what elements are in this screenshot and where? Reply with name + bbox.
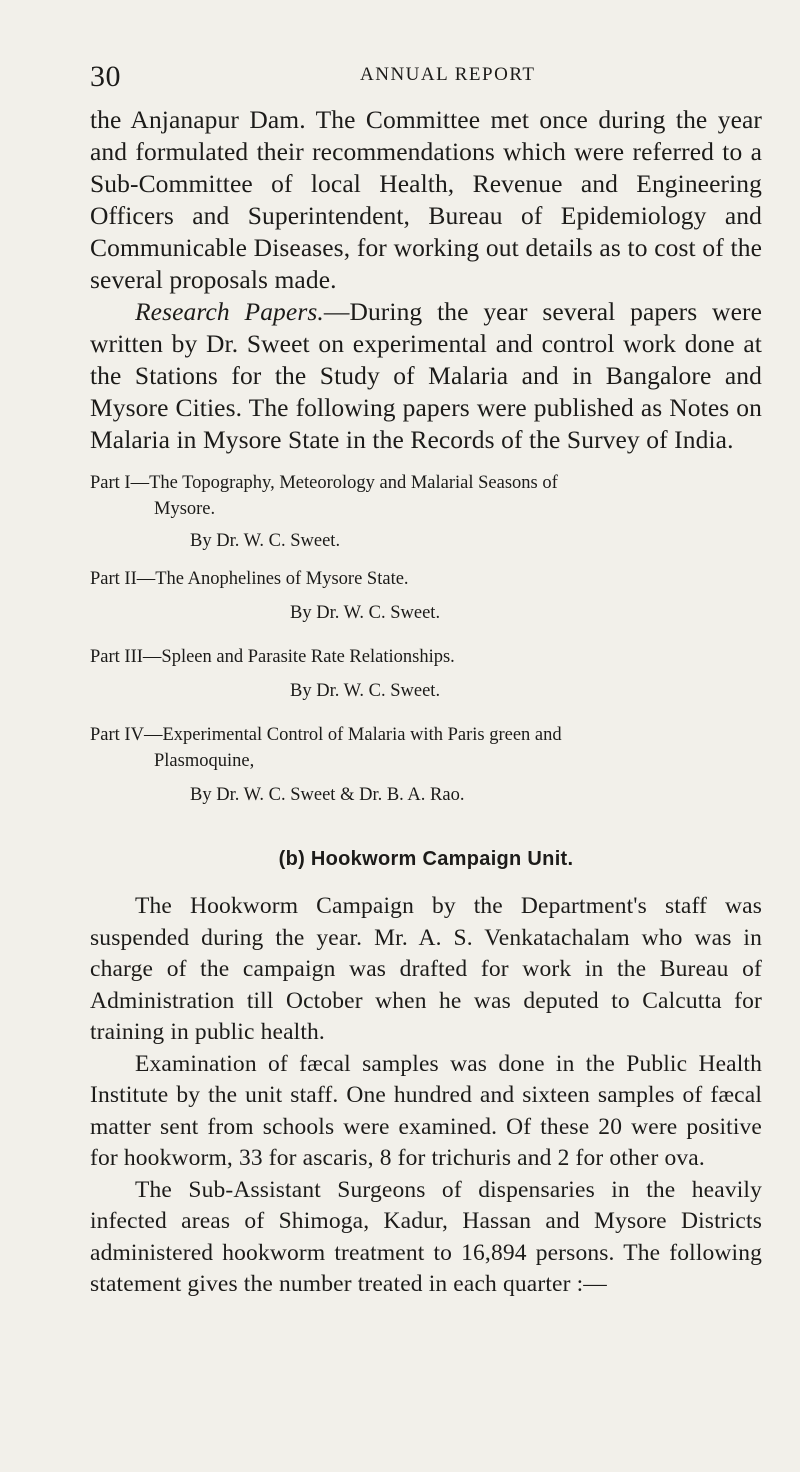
part-title-continued: Plasmoquine, <box>154 751 255 771</box>
section-heading-hookworm: (b) Hookworm Campaign Unit. <box>278 848 574 870</box>
list-item-part-3 <box>90 644 762 704</box>
research-heading: Research Papers. <box>135 297 324 326</box>
part-title-continued: Mysore. <box>154 499 216 519</box>
paragraph-research-papers <box>90 296 762 456</box>
part-author: By Dr. W. C. Sweet & Dr. B. A. Rao. <box>190 785 465 805</box>
part-title: Part I—The Topography, Meteorology and Malarial Seasons of <box>90 473 558 493</box>
list-item-part-4 <box>90 722 762 808</box>
page-header <box>90 60 760 100</box>
papers-list <box>90 470 762 808</box>
paragraph-hookworm-3: The Sub-Assistant Surgeons of dispensaries in the heavily infected areas of Shimoga, Kadur, Hassan and Mysore Districts administered hookworm treatment to 16,894 persons. The following statement gives the number treated in each quarter :— <box>90 1176 762 1297</box>
page-number: 30 <box>90 60 121 93</box>
paragraph-hookworm-2: Examination of fæcal samples was done in the Public Health Institute by the unit staff. One hundred and sixteen samples of fæcal matter sent from schools were examined. Of these 20 were positive for hookworm, 33 for ascaris, 8 for trichuris and 2 for other ova. <box>90 1050 762 1171</box>
list-item-part-1 <box>90 470 762 554</box>
research-text: —During the year several papers were written by Dr. Sweet on experimental and control work done at the Stations for the Study of Malaria and in Bangalore and Mysore Cities. The following papers were published as Notes on Malaria in Mysore State in the Records of the Survey of India. <box>90 297 762 454</box>
list-item-part-2 <box>90 566 762 626</box>
part-title: Part III—Spleen and Parasite Rate Relationships. <box>90 647 455 667</box>
part-author: By Dr. W. C. Sweet. <box>190 531 341 551</box>
part-title: Part II—The Anophelines of Mysore State. <box>90 569 409 589</box>
paragraph-hookworm-1: The Hookworm Campaign by the Department's staff was suspended during the year. Mr. A. S. Venkatachalam who was in charge of the campaign was drafted for work in the Bureau of Administration till October when he was deputed to Calcutta for training in public health. <box>90 893 762 1045</box>
part-title: Part IV—Experimental Control of Malaria with Paris green and <box>90 725 562 745</box>
paragraph-dam: the Anjanapur Dam. The Committee met once during the year and formulated their recommendations which were referred to a Sub-Committee of local Health, Revenue and Engineering Officers and Superintendent, Bureau of Epidemiology and Communicable Diseases, for working out details as to cost of the several proposals made. <box>90 105 762 294</box>
page-body <box>90 104 762 1301</box>
running-title: ANNUAL REPORT <box>360 64 536 85</box>
part-author: By Dr. W. C. Sweet. <box>290 681 441 701</box>
part-author: By Dr. W. C. Sweet. <box>290 603 441 623</box>
